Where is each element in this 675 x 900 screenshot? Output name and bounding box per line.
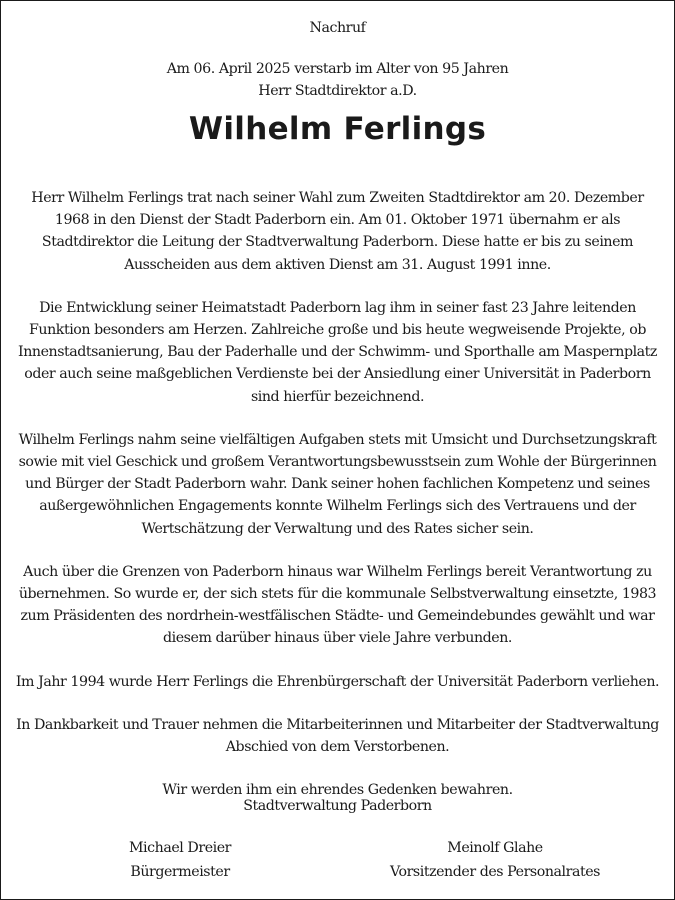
paragraph-remembrance: Wir werden ihm ein ehrendes Gedenken bewahren. xyxy=(162,782,513,799)
paragraph-beyond-paderborn: Auch über die Grenzen von Paderborn hinaus war Wilhelm Ferlings bereit Verantwortung zu übernehmen. So wurde er, der sich stets für die kommunale Selbstverwaltung einsetzte, 1983 zum Präsidenten des nordrhein-westfälischen Städte- und Gemeindebundes gewählt und war diesem darüber hinaus über viele Jahre verbunden. xyxy=(18,563,657,647)
signatory-staff-council xyxy=(365,836,625,884)
notice-label: Nachruf xyxy=(309,20,366,36)
paragraph-career: Herr Wilhelm Ferlings trat nach seiner Wahl zum Zweiten Stadtdirektor am 20. Dezember 1968 in den Dienst der Stadt Paderborn ein. Am 01. Oktober 1971 übernahm er als Stadtdirektor die Leitung der Stadtverwaltung Paderborn. Diese hatte er bis zu seinem Ausscheiden aus dem aktiven Dienst am 31. August 1991 inne. xyxy=(31,190,644,273)
deceased-name: Wilhelm Ferlings xyxy=(188,111,487,147)
obituary-body xyxy=(15,187,660,822)
paragraph-city-development: Die Entwicklung seiner Heimatstadt Paderborn lag ihm in seiner fast 23 Jahre leitenden Funktion besonders am Herzen. Zahlreiche große und bis heute wegweisende Projekte, ob Innenstadtsanierung, Bau der Paderhalle und der Schwimm- und Sporthalle am Maspernplatz oder auch seine maßgeblichen Verdienste bei der Ansiedlung einer Universität in Paderborn sind hierfür bezeichnend. xyxy=(18,299,657,405)
signatory-name: Meinolf Glahe xyxy=(447,840,543,856)
death-announcement xyxy=(1,58,674,102)
paragraph-honorary-citizenship: Im Jahr 1994 wurde Herr Ferlings die Ehrenbürgerschaft der Universität Paderborn verliehen. xyxy=(15,673,660,690)
signatory-name: Michael Dreier xyxy=(128,840,232,856)
announcement-line-date: Am 06. April 2025 verstarb im Alter von 95 Jahren xyxy=(166,61,509,77)
announcement-line-title: Herr Stadtdirektor a.D. xyxy=(258,83,417,100)
paragraph-farewell: In Dankbarkeit und Trauer nehmen die Mitarbeiterinnen und Mitarbeiter der Stadtverwaltung Abschied von dem Verstorbenen. xyxy=(16,716,659,756)
signatory-title: Vorsitzender des Personalrates xyxy=(390,864,600,880)
signatory-title: Bürgermeister xyxy=(130,864,230,880)
organization-name: Stadtverwaltung Paderborn xyxy=(243,798,432,814)
paragraph-character: Wilhelm Ferlings nahm seine vielfältigen Aufgaben stets mit Umsicht und Durchsetzungskraft sowie mit viel Geschick und großem Verantwortungsbewusstsein zum Wohle der Bürgerinnen und Bürger der Stadt Paderborn wahr. Dank seiner hohen fachlichen Kompetenz und seines außergewöhnlichen Engagements konnte Wilhelm Ferlings sich des Vertrauens und der Wertschätzung der Verwaltung und des Rates sicher sein. xyxy=(18,431,657,537)
signatory-mayor xyxy=(50,836,310,884)
